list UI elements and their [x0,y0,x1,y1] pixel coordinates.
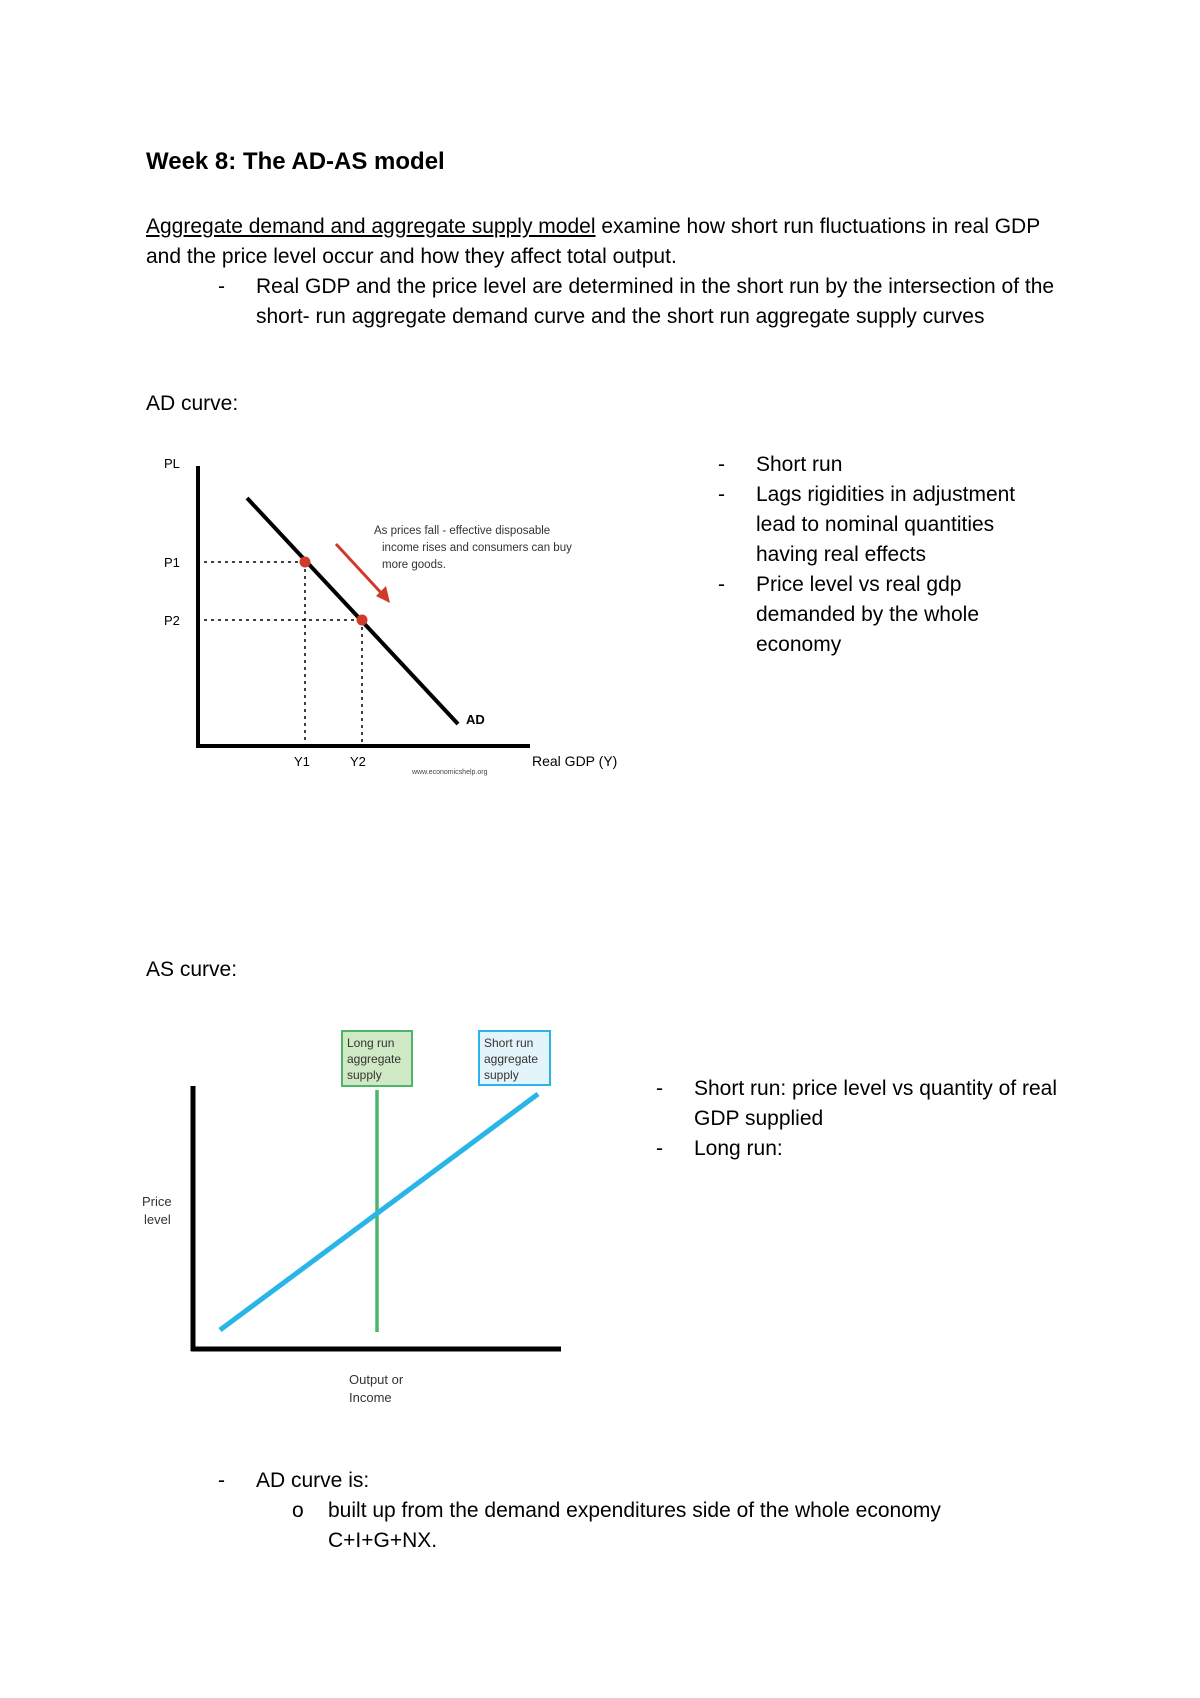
as-bullet-1 [656,1074,1076,1134]
sras-label-line3: supply [484,1068,519,1082]
page-title: Week 8: The AD-AS model [146,148,445,175]
ad-bullet-2 [718,480,1078,570]
bottom-bullet [218,1466,818,1496]
sub-bullet-marker: o [292,1499,304,1522]
ad-note-line1: As prices fall - effective disposable [374,525,551,537]
as-y-label-line2: level [144,1212,171,1227]
ad-note-line3: more goods. [382,559,446,571]
ad-bullet-1-text: Short run [756,453,843,476]
bullet-dash: - [656,1137,663,1160]
ad-x-axis-label: Real GDP (Y) [532,753,618,769]
bottom-bullet-text: AD curve is: [256,1469,370,1492]
as-bullet-2 [656,1134,1076,1164]
intro-bullet [218,272,1068,362]
bullet-dash: - [718,453,725,476]
as-bullet-2-text: Long run: [694,1137,783,1160]
p2-label: P2 [164,613,180,628]
bottom-sub-bullet-line2: C+I+G+NX. [328,1529,438,1552]
as-x-label-line1: Output or [349,1372,404,1387]
ad-bullet-3 [718,570,1078,660]
bullet-dash: - [218,275,225,298]
lras-label-line1: Long run [347,1036,395,1050]
p1-point [300,557,311,568]
ad-section-label: AD curve: [146,392,239,415]
p2-point [357,615,368,626]
as-section-label: AS curve: [146,958,238,981]
bottom-sub-bullet-line1: built up from the demand expenditures side of the whole economy [328,1499,941,1522]
as-chart [130,1028,570,1418]
ad-bullet-2-text: Lags rigidities in adjustment lead to nominal quantities having real effects [756,483,1016,566]
ad-bullet-3-text: Price level vs real gdp demanded by the whole economy [756,573,979,656]
intro-bullet-text: Real GDP and the price level are determined in the short run by the intersection of the short- run aggregate demand curve and the short run aggregate supply curves [256,275,1055,328]
ad-bullet-1 [718,450,1078,480]
ad-y-axis-label: PL [164,456,180,471]
sras-label-line1: Short run [484,1036,534,1050]
lras-label-line3: supply [347,1068,382,1082]
y1-label: Y1 [294,754,310,769]
arrow-shaft [336,544,384,596]
intro-paragraph [146,212,1066,272]
intro-term: Aggregate demand and aggregate supply model [146,215,596,238]
bullet-dash: - [218,1469,225,1492]
y2-label: Y2 [350,754,366,769]
as-y-label-line1: Price [142,1194,172,1209]
bullet-dash: - [718,573,725,596]
lras-label-line2: aggregate [347,1052,402,1066]
as-x-label-line2: Income [349,1390,392,1405]
ad-chart [150,448,630,788]
bullet-dash: - [656,1077,663,1100]
ad-curve-label: AD [466,712,485,727]
ad-source-label: www.economicshelp.org [412,769,488,776]
p1-label: P1 [164,555,180,570]
intro-text: examine how short run fluctuations in real GDP and the price level occur and how they affect total output. [146,215,1040,268]
bottom-sub-bullet [292,1496,1012,1556]
bullet-dash: - [718,483,725,506]
ad-note-line2: income rises and consumers can buy [382,542,572,554]
sras-line [220,1094,538,1330]
as-bullet-1-text: Short run: price level vs quantity of real GDP supplied [694,1077,1058,1130]
sras-label-line2: aggregate [484,1052,539,1066]
